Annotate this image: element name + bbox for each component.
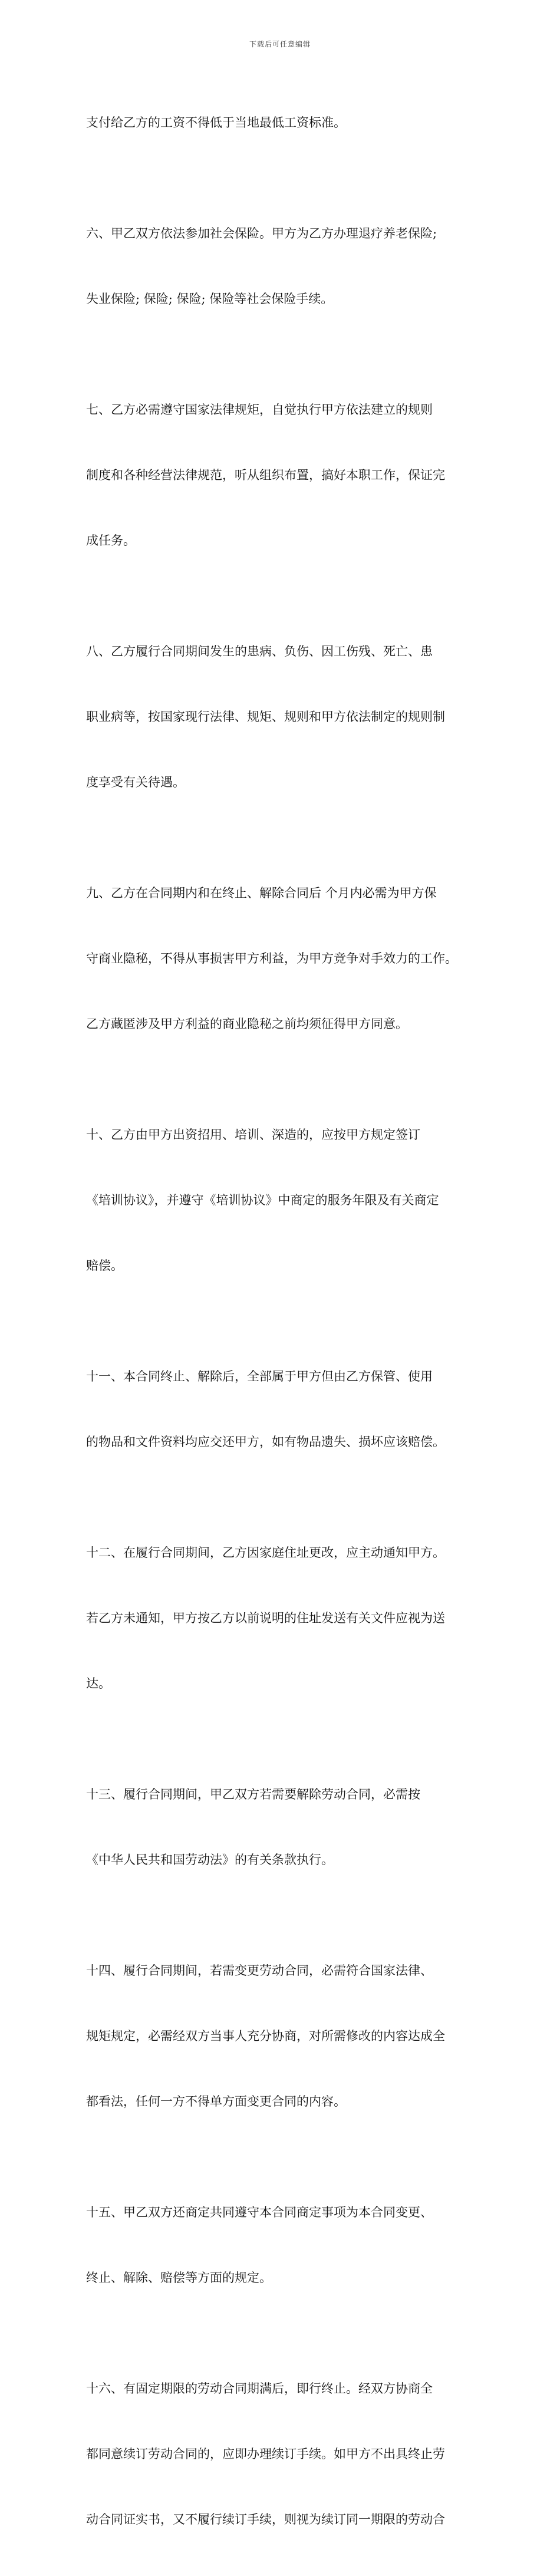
paragraph-clause-6 — [86, 179, 487, 354]
text-line: 《培训协议》，并遵守《培训协议》中商定的服务年限及有关商定 — [86, 1193, 439, 1207]
document-body — [86, 68, 487, 2576]
paragraph-clause-15 — [86, 2158, 487, 2333]
text-line: 十一、本合同终止、解除后，全部属于甲方但由乙方保管、使用 — [86, 1369, 433, 1383]
paragraph-clause-11 — [86, 1322, 487, 1497]
text-line: 守商业隐秘，不得从事损害甲方利益，为甲方竞争对手效力的工作。 — [86, 951, 457, 966]
page-header-note: 下载后可任意编辑 — [249, 40, 311, 48]
text-line: 成任务。 — [86, 533, 136, 548]
text-line: 七、乙方必需遵守国家法律规矩，自觉执行甲方依法建立的规则 — [86, 403, 433, 417]
paragraph-clause-14 — [86, 1916, 487, 2156]
text-line: 达。 — [86, 1676, 111, 1691]
paragraph-clause-7 — [86, 355, 487, 595]
text-line: 乙方藏匿涉及甲方利益的商业隐秘之前均须征得甲方同意。 — [86, 1017, 408, 1031]
text-line: 度享受有关待遇。 — [86, 775, 185, 789]
text-line: 十六、有固定期限的劳动合同期满后，即行终止。经双方协商全 — [86, 2381, 433, 2396]
text-line: 《中华人民共和国劳动法》的有关条款执行。 — [86, 1853, 334, 1867]
text-line: 十、乙方由甲方出资招用、培训、深造的，应按甲方规定签订 — [86, 1128, 420, 1142]
text-line: 八、乙方履行合同期间发生的患病、负伤、因工伤残、死亡、患 — [86, 644, 433, 658]
paragraph-clause-8 — [86, 597, 487, 837]
paragraph-clause-9 — [86, 839, 487, 1079]
text-line: 九、乙方在合同期内和在终止、解除合同后 个月内必需为甲方保 — [86, 886, 437, 900]
text-line: 十四、履行合同期间，若需变更劳动合同，必需符合国家法律、 — [86, 1964, 433, 1978]
text-line: 都看法，任何一方不得单方面变更合同的内容。 — [86, 2094, 346, 2109]
paragraph-clause-12 — [86, 1498, 487, 1738]
paragraph-clause-13 — [86, 1740, 487, 1915]
text-line: 职业病等，按国家现行法律、规矩、规则和甲方依法制定的规则制 — [86, 710, 445, 724]
text-line: 十二、在履行合同期间，乙方因家庭住址更改，应主动通知甲方。 — [86, 1546, 445, 1560]
text-line: 的物品和文件资料均应交还甲方，如有物品遗失、损坏应该赔偿。 — [86, 1435, 445, 1449]
paragraph-clause-16 — [86, 2334, 487, 2574]
text-line: 动合同证实书，又不履行续订手续，则视为续订同一期限的劳动合 — [86, 2512, 445, 2526]
text-line: 十五、甲乙双方还商定共同遵守本合同商定事项为本合同变更、 — [86, 2205, 433, 2219]
text-line: 制度和各种经营法律规范，听从组织布置，搞好本职工作，保证完 — [86, 468, 445, 482]
text-line: 支付给乙方的工资不得低于当地最低工资标准。 — [86, 116, 346, 130]
text-line: 失业保险; 保险; 保险; 保险等社会保险手续。 — [86, 292, 334, 306]
text-line: 若乙方未通知，甲方按乙方以前说明的住址发送有关文件应视为送 — [86, 1611, 445, 1625]
text-line: 赔偿。 — [86, 1259, 123, 1273]
text-line: 终止、解除、赔偿等方面的规定。 — [86, 2271, 272, 2285]
paragraph-wage — [86, 68, 487, 177]
text-line: 都同意续订劳动合同的，应即办理续订手续。如甲方不出具终止劳 — [86, 2447, 445, 2461]
text-line: 规矩规定，必需经双方当事人充分协商，对所需修改的内容达成全 — [86, 2029, 445, 2043]
text-line: 六、甲乙双方依法参加社会保险。甲方为乙方办理退疗养老保险; — [86, 226, 437, 241]
text-line: 十三、履行合同期间，甲乙双方若需要解除劳动合同，必需按 — [86, 1787, 420, 1801]
paragraph-clause-10 — [86, 1081, 487, 1320]
